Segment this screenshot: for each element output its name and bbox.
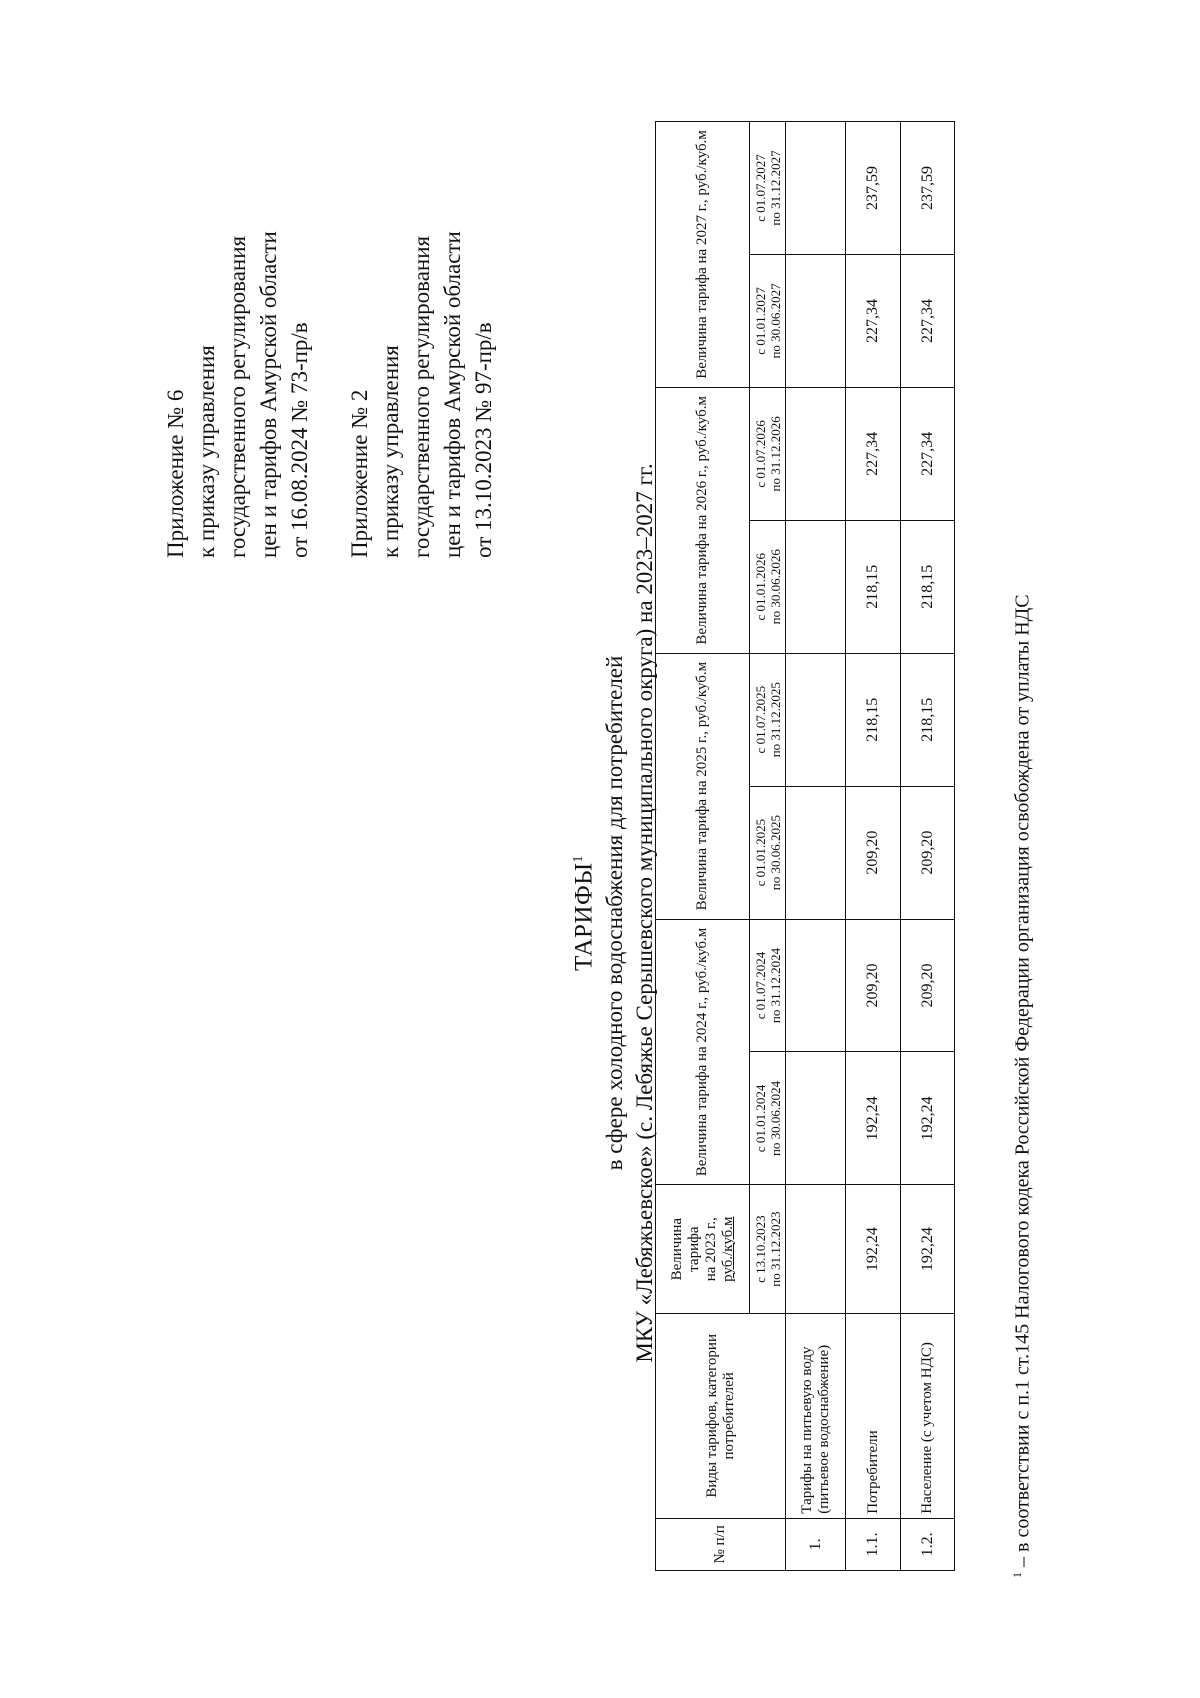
value-cell	[786, 254, 846, 387]
approval-line: от 16.08.2024 № 73-пр/в	[287, 322, 312, 558]
header-year-2024: Величина тарифа на 2024 г., руб./куб.м	[656, 919, 750, 1185]
value-cell	[786, 122, 846, 255]
approval-title: Приложение № 6	[163, 389, 188, 558]
value-cell: 192,24	[846, 1052, 901, 1185]
row-number: 1.	[786, 1518, 846, 1570]
value-cell: 218,15	[846, 520, 901, 653]
period-cell: с 01.07.2027 по 31.12.2027	[750, 122, 786, 255]
header-num: № п/п	[656, 1518, 786, 1570]
approval-line: от 13.10.2023 № 97-пр/в	[471, 322, 496, 558]
table-row	[901, 122, 955, 1571]
title-main: ТАРИФЫ	[570, 862, 598, 972]
approval-line: к приказу управления	[194, 345, 219, 558]
row-name: Население (с учетом НДС)	[901, 1313, 955, 1518]
period-cell: с 01.07.2026 по 31.12.2026	[750, 387, 786, 520]
period-cell: с 01.01.2027 по 30.06.2027	[750, 254, 786, 387]
value-cell: 209,20	[901, 919, 955, 1052]
header-year-2027: Величина тарифа на 2027 г., руб./куб.м	[656, 122, 750, 388]
approval-line: государственного регулирования	[225, 235, 250, 558]
value-cell	[786, 919, 846, 1052]
value-cell	[786, 786, 846, 919]
footnote	[1010, 594, 1035, 1578]
row-name: Тарифы на питьевую воду (питьевое водоснабжение)	[786, 1313, 846, 1518]
value-cell: 218,15	[901, 520, 955, 653]
value-cell: 192,24	[846, 1185, 901, 1314]
row-number: 1.1.	[846, 1518, 901, 1570]
value-cell: 192,24	[901, 1185, 955, 1314]
value-cell: 237,59	[901, 122, 955, 255]
row-name: Потребители	[846, 1313, 901, 1518]
approval-title: Приложение № 2	[347, 389, 372, 558]
table-row	[846, 122, 901, 1571]
value-cell: 227,34	[901, 387, 955, 520]
period-cell: с 01.01.2025 по 30.06.2025	[750, 786, 786, 919]
title-footnote-mark: 1	[571, 854, 586, 863]
tariff-table	[655, 121, 955, 1571]
value-cell: 227,34	[846, 254, 901, 387]
value-cell	[786, 1052, 846, 1185]
table-row	[786, 122, 846, 1571]
value-cell	[786, 653, 846, 786]
document-title-block	[563, 248, 660, 1578]
approval-block-6	[160, 231, 315, 558]
value-cell: 237,59	[846, 122, 901, 255]
period-cell: с 01.01.2026 по 30.06.2026	[750, 520, 786, 653]
value-cell	[786, 520, 846, 653]
value-cell: 218,15	[846, 653, 901, 786]
approval-line: государственного регулирования	[409, 235, 434, 558]
value-cell: 209,20	[846, 786, 901, 919]
value-cell: 209,20	[901, 786, 955, 919]
value-cell: 209,20	[846, 919, 901, 1052]
footnote-mark: 1	[1010, 1572, 1024, 1578]
approval-line: цен и тарифов Амурской области	[440, 231, 465, 558]
header-year-2026: Величина тарифа на 2026 г., руб./куб.м	[656, 387, 750, 653]
header-year-2023: Величина тарифа на 2023 г., руб./куб.м	[656, 1185, 750, 1314]
document-subtitle: в сфере холодного водоснабжения для потребителей	[602, 655, 628, 1171]
document-subtitle-org: МКУ «Лебяжьевское» (с. Лебяжье Серышевского муниципального округа) на 2023–2027 гг.	[632, 463, 658, 1363]
period-cell: с 01.07.2025 по 31.12.2025	[750, 653, 786, 786]
value-cell: 227,34	[901, 254, 955, 387]
period-cell: с 01.01.2024 по 30.06.2024	[750, 1052, 786, 1185]
header-year-2025: Величина тарифа на 2025 г., руб./куб.м	[656, 653, 750, 919]
approval-block-2	[344, 231, 499, 558]
period-cell: с 13.10.2023 по 31.12.2023	[750, 1185, 786, 1314]
row-number: 1.2.	[901, 1518, 955, 1570]
value-cell: 227,34	[846, 387, 901, 520]
document-title	[563, 248, 600, 1578]
value-cell: 192,24	[901, 1052, 955, 1185]
approval-line: к приказу управления	[378, 345, 403, 558]
value-cell: 218,15	[901, 653, 955, 786]
approval-line: цен и тарифов Амурской области	[256, 231, 281, 558]
footnote-text: – в соответствии с п.1 ст.145 Налогового кодека Российской Федерации организация освобождена от уплаты НДС	[1011, 594, 1034, 1572]
header-kind: Виды тарифов, категории потребителей	[656, 1313, 786, 1518]
value-cell	[786, 1185, 846, 1314]
table-header-row	[656, 122, 750, 1571]
period-cell: с 01.07.2024 по 31.12.2024	[750, 919, 786, 1052]
value-cell	[786, 387, 846, 520]
